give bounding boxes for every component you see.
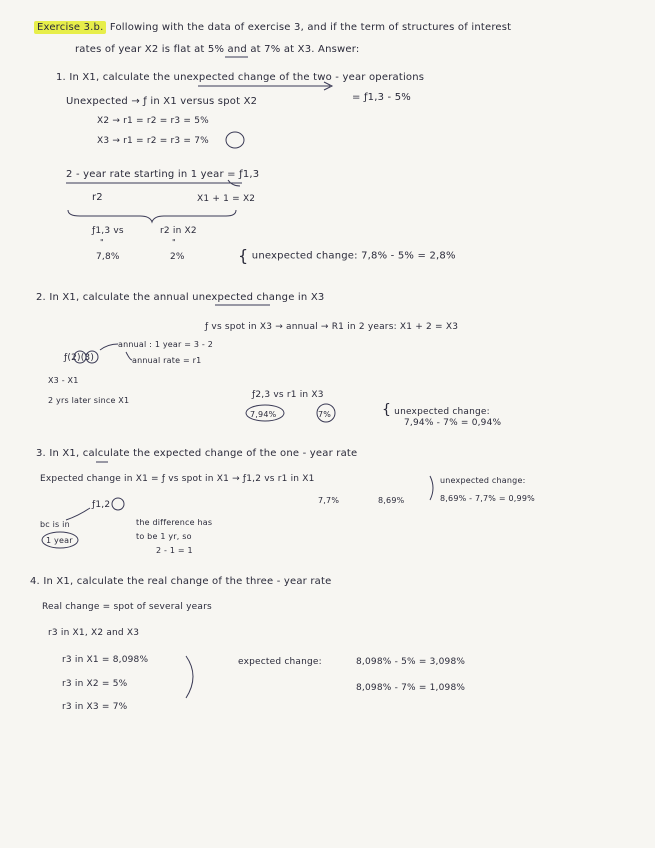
q4-calc-2: 8,098% - 7% = 1,098% [356, 683, 466, 693]
q1-r2-in: r2 in X2 [160, 226, 197, 236]
q4-real: Real change = spot of several years [42, 602, 212, 612]
q4-r3-x2: r3 in X2 = 5% [62, 679, 128, 689]
q4-title: 4. In X1, calculate the real change of the three - year rate [30, 576, 332, 587]
q3-diff-2: to be 1 yr, so [136, 532, 192, 541]
q1-x2: X2 → r1 = r2 = r3 = 5% [97, 116, 209, 126]
q2-result-1-text: unexpected change: [394, 407, 490, 417]
q4-r3-x3: r3 in X3 = 7% [62, 702, 128, 712]
q1-two-year: 2 - year rate starting in 1 year = ƒ1,3 [66, 169, 260, 180]
q1-r2: r2 [92, 192, 103, 203]
q2-annual-2: annual rate = r1 [132, 356, 202, 365]
q1-unexpected: Unexpected → ƒ in X1 versus spot X2 [66, 96, 258, 107]
q1-ditto-1: " [100, 238, 104, 247]
q1-eq: = ƒ1,3 - 5% [352, 92, 412, 103]
header-line-1 [34, 22, 511, 33]
q1-title: 1. In X1, calculate the unexpected change of the two - year operations [56, 72, 425, 83]
q3-diff-3: 2 - 1 = 1 [156, 546, 193, 555]
q2-two-yrs: 2 yrs later since X1 [48, 396, 130, 405]
q3-val-1: 7,7% [318, 496, 340, 505]
q3-bc-1: bc is in [40, 520, 70, 529]
q1-result-text: unexpected change: 7,8% - 5% = 2,8% [251, 250, 456, 262]
q1-result: { unexpected change: 7,8% - 5% = 2,8% [238, 246, 456, 265]
q4-r3-x1: r3 in X1 = 8,098% [62, 655, 149, 665]
q3-result-1: unexpected change: [440, 476, 526, 485]
q3-line: Expected change in X1 = ƒ vs spot in X1 → ƒ1,2 vs r1 in X1 [40, 474, 315, 484]
q1-val-2: 2% [170, 252, 185, 262]
q2-val-2: 7% [318, 410, 332, 419]
q2-val-1: 7,94% [250, 410, 277, 419]
q1-ditto-2: " [172, 238, 176, 247]
q2-result-2: 7,94% - 7% = 0,94% [404, 418, 502, 428]
q2-line: ƒ vs spot in X3 → annual → R1 in 2 years: X1 + 2 = X3 [205, 322, 459, 332]
header-line-2: rates of year X2 is flat at 5% and at 7% at X3. Answer: [75, 44, 360, 55]
q2-f23-vs: ƒ2,3 vs r1 in X3 [252, 390, 324, 400]
header-text-1: Following with the data of exercise 3, and if the term of structures of interest [109, 22, 512, 33]
q1-x3: X3 → r1 = r2 = r3 = 7% [97, 136, 209, 146]
q4-r3: r3 in X1, X2 and X3 [48, 628, 140, 638]
q2-f23: ƒ(2)(3) [64, 353, 95, 363]
q2-result-1: { unexpected change: [382, 402, 490, 418]
q3-val-2: 8,69% [378, 496, 405, 505]
q2-title: 2. In X1, calculate the annual unexpected change in X3 [36, 292, 325, 303]
q3-result-2: 8,69% - 7,7% = 0,99% [440, 494, 535, 503]
exercise-label: Exercise 3.b. [34, 21, 106, 34]
q1-val-1: 7,8% [96, 252, 120, 262]
q3-title: 3. In X1, calculate the expected change of the one - year rate [36, 448, 358, 459]
q3-f12: ƒ1,2 [92, 500, 111, 510]
q3-bc-2: 1 year [46, 536, 73, 545]
q4-expected: expected change: [238, 657, 322, 667]
q1-x1plus: X1 + 1 = X2 [197, 194, 256, 204]
q1-f13-vs: ƒ1,3 vs [92, 226, 124, 236]
q2-x3x1: X3 - X1 [48, 376, 79, 385]
q3-diff-1: the difference has [136, 518, 213, 527]
q2-annual-1: annual : 1 year = 3 - 2 [118, 340, 214, 349]
q4-calc-1: 8,098% - 5% = 3,098% [356, 657, 466, 667]
